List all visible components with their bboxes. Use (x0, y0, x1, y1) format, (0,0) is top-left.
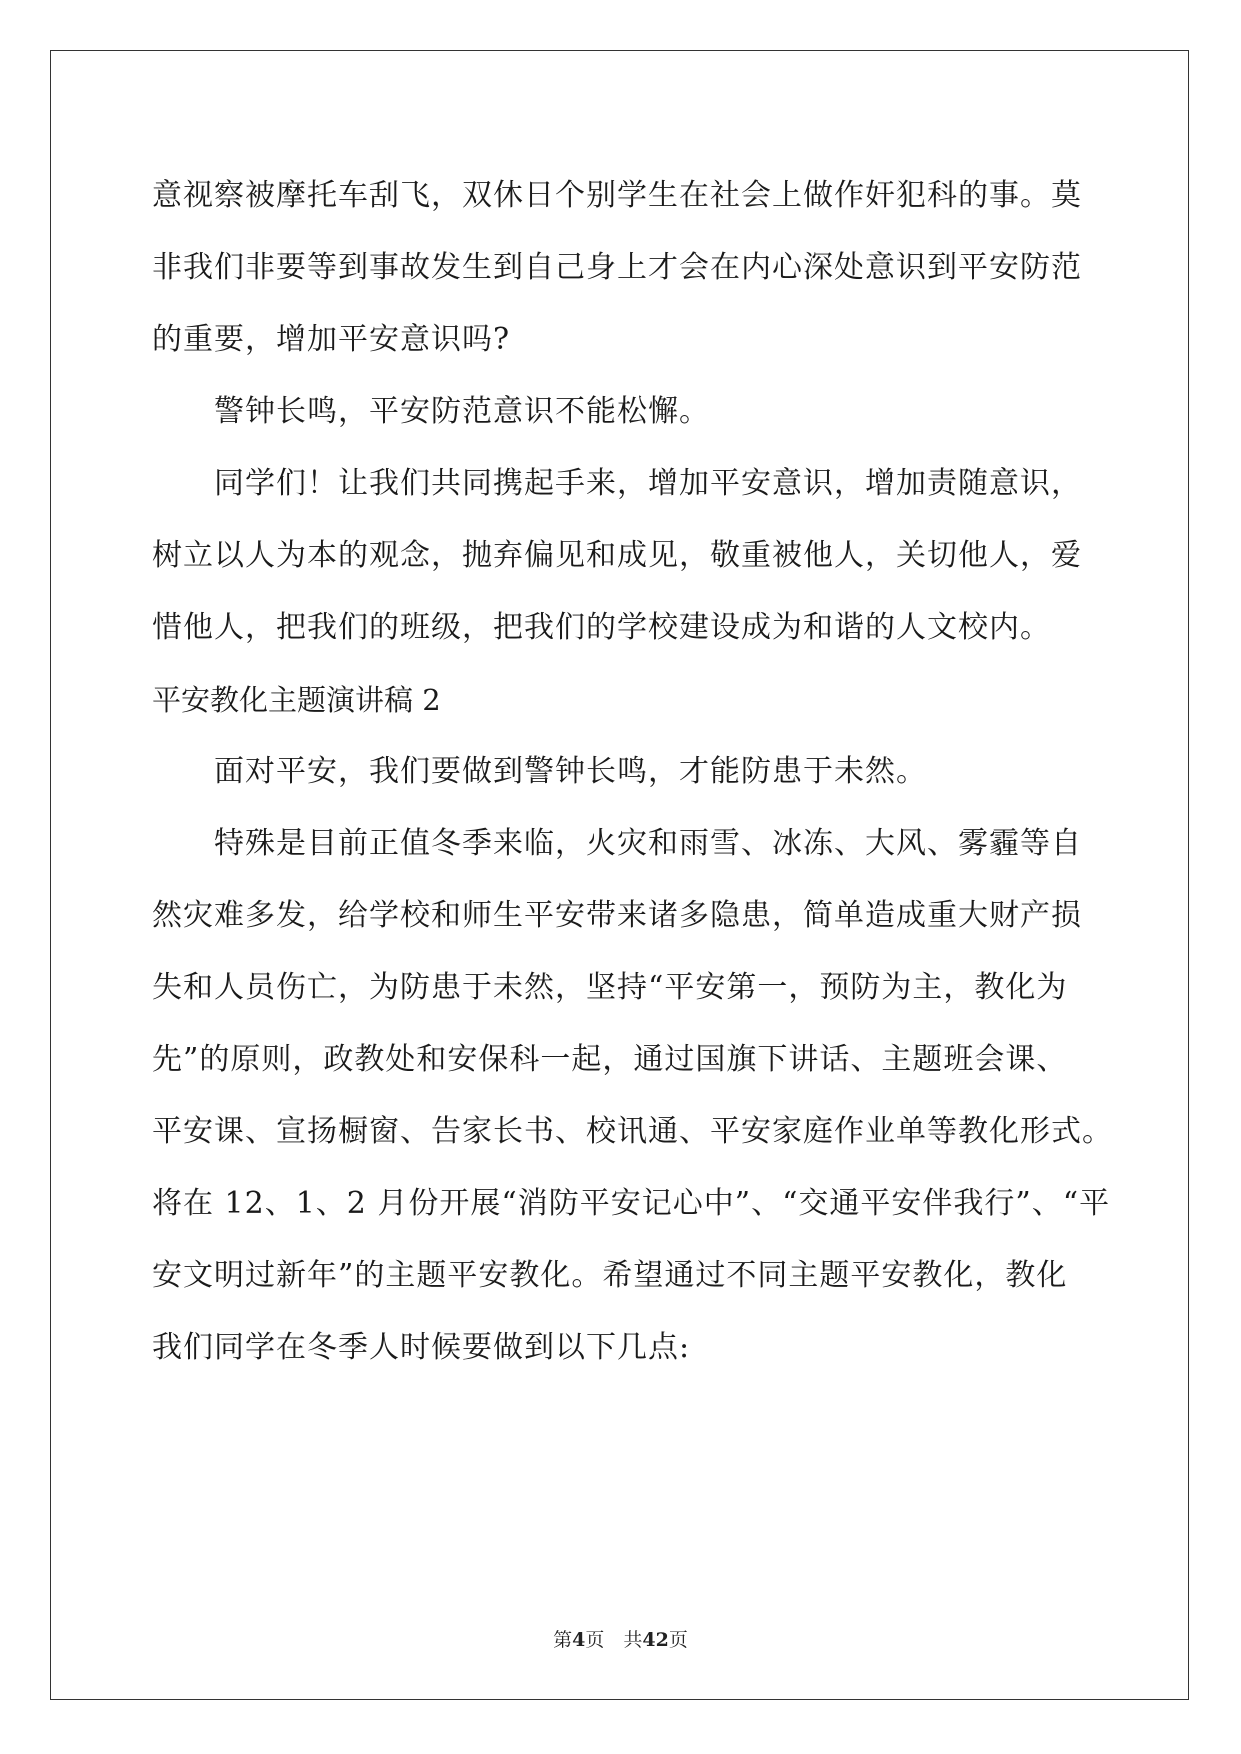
paragraph-line: 的重要，增加平安意识吗? (152, 322, 511, 357)
section-heading: 平安教化主题演讲稿 2 (152, 683, 441, 717)
page-number: 4 (572, 1629, 586, 1651)
paragraph-line: 惜他人，把我们的班级，把我们的学校建设成为和谐的人文校内。 (152, 610, 1051, 645)
paragraph-line: 面对平安，我们要做到警钟长鸣，才能防患于未然。 (214, 754, 927, 789)
footer-prefix: 第 (553, 1629, 573, 1651)
total-pages: 42 (642, 1629, 669, 1651)
document-body (152, 160, 1113, 1384)
paragraph-line: 同学们！让我们共同携起手来，增加平安意识，增加责随意识， (214, 466, 1082, 501)
paragraph-line: 先”的原则，政教处和安保科一起，通过国旗下讲话、主题班会课、 (152, 1042, 1068, 1077)
footer-mid: 页 共 (585, 1629, 643, 1651)
paragraph-line: 意视察被摩托车刮飞，双休日个别学生在社会上做作奸犯科的事。莫 (152, 178, 1082, 213)
paragraph-line: 警钟长鸣，平安防范意识不能松懈。 (214, 394, 710, 429)
paragraph-line: 非我们非要等到事故发生到自己身上才会在内心深处意识到平安防范 (152, 250, 1082, 285)
paragraph-line: 平安课、宣扬橱窗、告家长书、校讯通、平安家庭作业单等教化形式。 (152, 1114, 1113, 1149)
paragraph-line: 失和人员伤亡，为防患于未然，坚持“平安第一，预防为主，教化为 (152, 970, 1068, 1005)
paragraph-line: 将在 12、1、2 月份开展“消防平安记心中”、“交通平安伴我行”、“平 (152, 1186, 1111, 1221)
paragraph-line: 然灾难多发，给学校和师生平安带来诸多隐患，简单造成重大财产损 (152, 898, 1082, 933)
paragraph-line: 树立以人为本的观念，抛弃偏见和成见，敬重被他人，关切他人，爱 (152, 538, 1082, 573)
page-footer (0, 1625, 1241, 1652)
paragraph-line: 特殊是目前正值冬季来临，火灾和雨雪、冰冻、大风、雾霾等自 (214, 826, 1082, 861)
paragraph-line: 我们同学在冬季人时候要做到以下几点: (152, 1330, 691, 1365)
footer-suffix: 页 (668, 1629, 688, 1651)
paragraph-line: 安文明过新年”的主题平安教化。希望通过不同主题平安教化，教化 (152, 1258, 1068, 1293)
